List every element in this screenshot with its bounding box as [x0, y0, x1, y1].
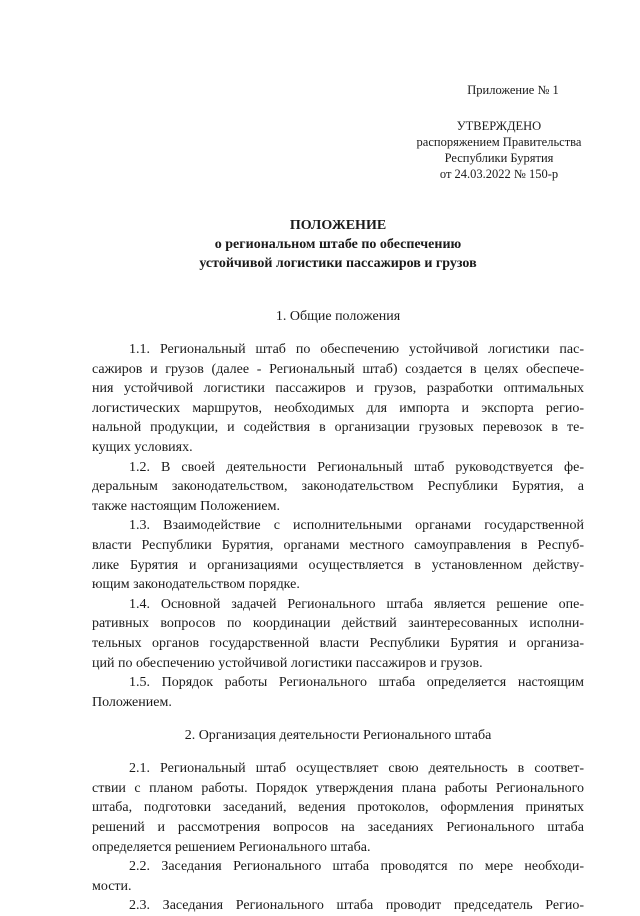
text-line: 1.4. Основной задачей Регионального штаба является решение опе- [129, 596, 584, 612]
title-line: устойчивой логистики пассажиров и грузов [199, 256, 477, 271]
approval-line: УТВЕРЖДЕНО [456, 119, 542, 133]
section-heading: 2. Организация деятельности Регионального штаба [184, 728, 492, 744]
paragraph-1-4 [92, 595, 584, 673]
paragraph-2-3 [92, 896, 584, 916]
section-heading: 1. Общие положения [275, 309, 401, 324]
text-line: власти Республики Бурятия, органами местного самоуправления в Респуб- [92, 537, 584, 553]
text-line: 1.1. Региональный штаб по обеспечению устойчивой логистики пас- [129, 342, 584, 357]
text-line: деральным законодательством, законодательством Республики Бурятия, а [92, 479, 584, 495]
paragraph-1-2 [92, 458, 584, 517]
document-title [92, 216, 584, 273]
paragraph-1-3 [92, 516, 584, 594]
text-line: ния устойчивой логистики пассажиров и грузов, разработки оптимальных [92, 381, 584, 397]
text-line: логистических маршрутов, необходимых для импорта и экспорта регио- [92, 400, 584, 416]
approval-line: Республики Бурятия [444, 151, 554, 165]
approval-block [404, 82, 594, 182]
appendix-number: Приложение № 1 [467, 83, 559, 97]
text-line: 1.2. В своей деятельности Региональный штаб руководствуется фе- [129, 459, 584, 475]
text-line: кущих условиях. [92, 439, 193, 455]
text-line: определяется решением Регионального штаба. [92, 839, 371, 855]
paragraph-1-5 [92, 673, 584, 712]
text-line: ций по обеспечению устойчивой логистики пассажиров и грузов. [92, 655, 483, 671]
text-line: ративных вопросов по координации действий заинтересованных исполни- [92, 616, 584, 632]
text-line: штаба, подготовки заседаний, ведения протоколов, оформления принятых [92, 800, 584, 816]
text-line: нальной продукции, и содействия в организации грузовых перевозок в те- [92, 420, 584, 436]
text-line: 2.2. Заседания Регионального штаба проводятся по мере необходи- [129, 859, 584, 875]
text-line: мости. [92, 878, 132, 894]
text-line: также настоящим Положением. [92, 498, 280, 514]
approval-stamp [404, 118, 594, 182]
title-line: о региональном штабе по обеспечению [214, 237, 462, 252]
text-line: 2.3. Заседания Регионального штаба проводит председатель Регио- [129, 898, 584, 914]
text-line: Положением. [92, 694, 172, 710]
paragraph-2-1 [92, 759, 584, 857]
text-line: 1.3. Взаимодействие с исполнительными органами государственной [129, 518, 584, 534]
text-line: тельных органов государственной власти Республики Бурятия и организа- [92, 635, 584, 651]
text-line: ющим законодательством порядке. [92, 577, 300, 593]
paragraph-2-2 [92, 857, 584, 896]
approval-line: распоряжением Правительства [416, 135, 582, 149]
text-line: 2.1. Региональный штаб осуществляет свою деятельность в соответ- [129, 761, 584, 777]
approval-line: от 24.03.2022 № 150-р [439, 167, 559, 181]
text-line: решений и рассмотрения вопросов на заседаниях Регионального штаба [92, 820, 584, 836]
paragraph-1-1 [92, 340, 584, 458]
title-line: ПОЛОЖЕНИЕ [289, 218, 387, 233]
text-line: сажиров и грузов (далее - Региональный штаб) создается в целях обеспече- [92, 361, 584, 377]
text-line: ствии с планом работы. Порядок утверждения плана работы Регионального [92, 780, 584, 796]
text-line: 1.5. Порядок работы Регионального штаба определяется настоящим [129, 675, 584, 691]
text-line: лике Бурятия и организациями осуществляется в установленном действу- [92, 557, 584, 573]
